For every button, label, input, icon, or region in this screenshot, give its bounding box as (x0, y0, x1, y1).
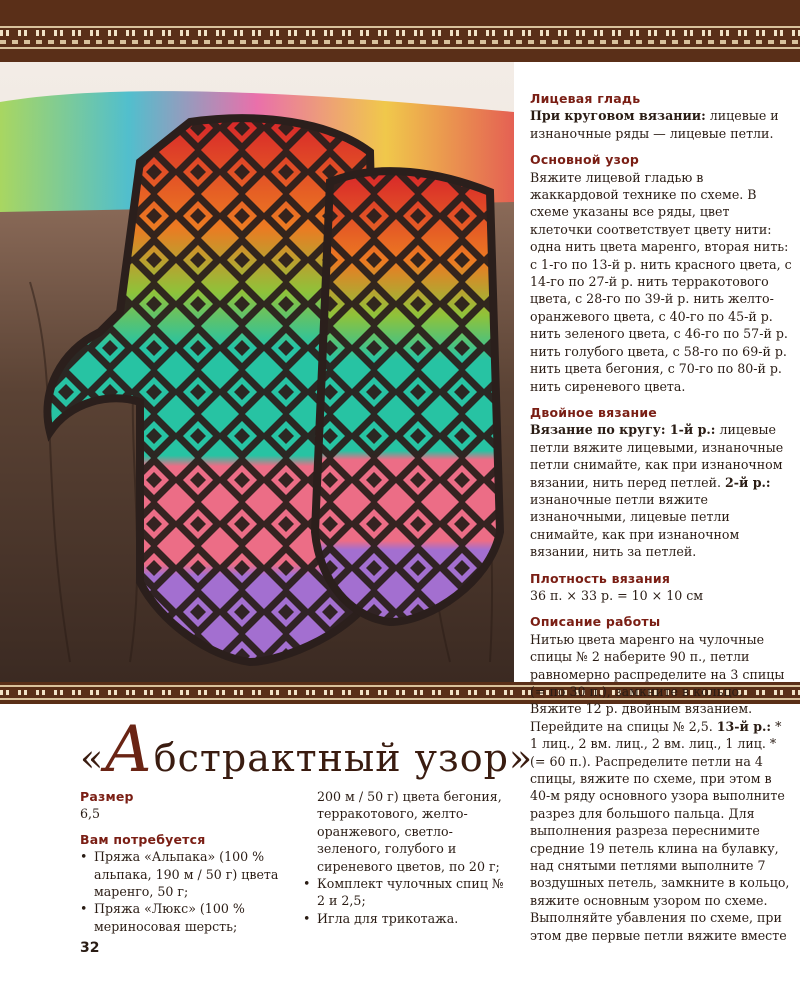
title-open-quote: « (80, 736, 105, 780)
item-text: Игла для трикотажа. (317, 910, 459, 926)
item-text: Пряжа «Люкс» (100 % мериносовая шерсть; (94, 901, 245, 934)
bold-mid: 2-й р.: (725, 474, 771, 490)
body-text: лицевые и изнаночные ряды — лицевые петли. (530, 108, 779, 141)
materials-column-1 (80, 788, 290, 935)
list-item (80, 848, 290, 900)
section-body (530, 107, 792, 142)
continuation-text: 200 м / 50 г) цвета бегония, терракотового, желто-оранжевого, светло-зеленого, голубого и сиреневого цветов, по 20 г; (317, 789, 502, 874)
title-rest: бстрактный узор (153, 736, 509, 780)
materials-list (80, 848, 290, 935)
title-initial: А (104, 713, 154, 787)
materials-list (303, 875, 508, 927)
body-text: изнаночные петли вяжите изнаночными, лицевые петли снимайте, как при изнаночном вязании, нить за петлей. (530, 491, 740, 560)
section-heading: Основной узор (530, 152, 640, 168)
materials-column-2 (303, 788, 508, 927)
list-item (303, 910, 508, 927)
bullet: • (303, 876, 311, 892)
page-title (80, 714, 540, 786)
section-main-pattern (530, 151, 792, 395)
list-item (303, 875, 508, 910)
section-body (530, 631, 792, 944)
section-heading: Двойное вязание (530, 404, 657, 420)
top-ornament-band (0, 0, 800, 62)
section-body: Вяжите лицевой гладью в жаккардовой технике по схеме. В схеме указаны все ряды, цвет клеточки соответствует цвету нити: одна нить цвета маренго, вторая нить: с 1-го по 13-й р. нить красного цвета, с 14-го по 27-й р. нить терракотового цвета, с 28-го по 39-й р. нить желто-оранжевого цвета, с 40-го по 45-й р. нить зеленого цвета, с 46-го по 57-й р. нить голубого цвета, с 58-го по 69-й р. нить цвета бегония, с 70-го по 80-й р. нить сиреневого цвета. (530, 169, 792, 394)
title-close-quote: » (508, 736, 534, 780)
body-text: Нитью цвета маренго на чулочные спицы № 2 наберите 90 п., петли равномерно распределите на 3 спицы (= по 30 п.), замкните в кольцо. Вяжите 12 р. двойным вязанием. Перейдите на спицы № 2,5. (530, 631, 785, 734)
bullet: • (80, 849, 88, 865)
bullet: • (303, 910, 311, 926)
size-value: 6,5 (80, 806, 101, 822)
materials-heading: Вам потребуется (80, 831, 206, 847)
section-heading: Плотность вязания (530, 570, 671, 586)
body-text: * 1 лиц., 2 вм. лиц., 2 вм. лиц., 1 лиц. * (= 60 п.). Распределите петли на 4 спицы, вяжите по схеме, при этом в 40-м ряду основного узора выполните разрез для большого пальца. Для выполнения разреза переснимите средние 19 петель клина на булавку, над снятыми петлями выполните 7 воздушных петель, замкните в кольцо, вяжите основным узором по схеме. Выполняйте убавления по схеме, при этом две первые петли вяжите вместе (530, 718, 790, 943)
section-gauge (530, 570, 792, 605)
page-number: 32 (80, 940, 100, 956)
bold-mid: 13-й р.: (716, 718, 772, 734)
right-mitten (315, 171, 500, 622)
section-body (530, 421, 792, 560)
bold-lead: При круговом вязании: (530, 108, 706, 124)
section-heading: Описание работы (530, 614, 661, 630)
item-text: Пряжа «Альпака» (100 % альпака, 190 м / 50 г) цвета маренго, 50 г; (94, 849, 279, 900)
bullet: • (80, 901, 88, 917)
right-column (530, 90, 792, 953)
section-double-knitting (530, 404, 792, 561)
mittens-photo (0, 62, 514, 682)
section-stockinette (530, 90, 792, 142)
body-text: лицевые петли вяжите лицевыми, изнаночные петли снимайте, как при изнаночном вязании, нить перед петлей. (530, 422, 784, 490)
list-item (80, 900, 290, 935)
item-text: Комплект чулочных спиц № 2 и 2,5; (317, 876, 504, 909)
section-heading: Лицевая гладь (530, 91, 641, 106)
section-work-description (530, 613, 792, 944)
section-body: 36 п. × 33 р. = 10 × 10 см (530, 587, 704, 603)
size-heading: Размер (80, 789, 134, 804)
bold-lead: Вязание по кругу: 1-й р.: (530, 422, 716, 438)
